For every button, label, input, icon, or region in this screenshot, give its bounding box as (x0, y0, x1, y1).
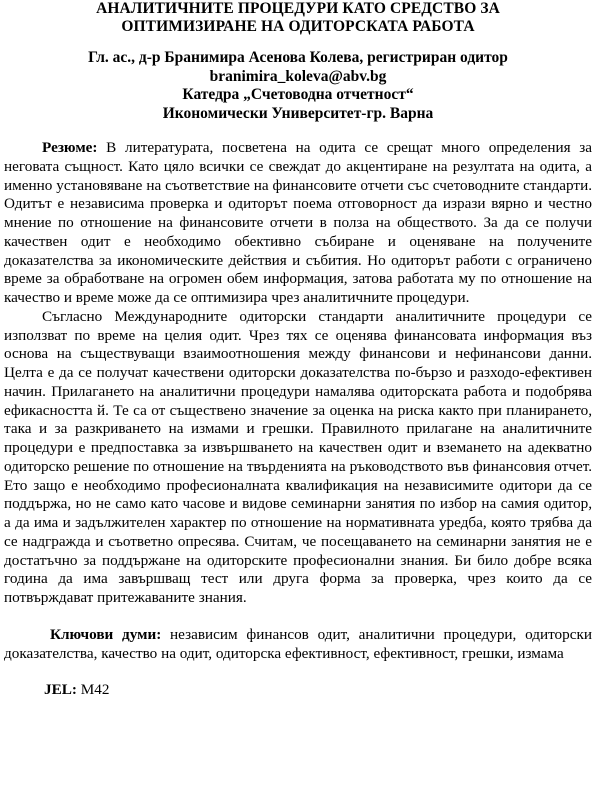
jel-code: M42 (80, 681, 110, 699)
author-email: branimira_koleva@abv.bg (209, 67, 387, 85)
title-line-2: ОПТИМИЗИРАНЕ НА ОДИТОРСКАТА РАБОТА (121, 18, 475, 35)
author-department: Катедра „Счетоводна отчетност“ (182, 86, 414, 103)
abstract-paragraph-1 (4, 139, 592, 308)
abstract-label: Резюме: (42, 139, 98, 156)
paper-title (4, 0, 592, 36)
abstract-paragraph-2: Съгласно Международните одиторски стандарти аналитичните процедури се използват по време на целия одит. Чрез тях се оценява финансовата информация въз основа на съществуващи взаимоотношения между финансови и нефинансови данни. Целта е да се получат качествени одиторски доказателства по-бързо и разходо-ефективен начин. Прилагането на аналитични процедури намалява одиторската работа и подобрява ефикасността й. Те са от съществено значение за оценка на риска както при планирането, така и за разкриването на измами и грешки. Правилното прилагане на аналитичните процедури е предпоставка за извършването на качествен одит и вземането на адекватно одиторско решение по отношение на твърденията на ръководството във финансовия отчет. Ето защо е необходимо професионалната квалификация на независимите одитори да се поддържа, но не само като часове и видове семинарни занятия по избор на самия одитор, а да има и задължителен характер по отношение на нормативната уредба, която трябва да се надгражда и съответно опресява. Считам, че посещаването на семинарни занятия не е достатъчно за поддържане на одиторските професионални знания. Би било добре всяка година да има завършващ тест или друга форма за проверка, чрез които да се потвърждават притежаваните знания. (4, 307, 592, 606)
jel-section (4, 681, 592, 699)
keywords-section (4, 626, 592, 664)
author-name: Гл. ас., д-р Бранимира Асенова Колева, регистриран одитор (88, 49, 508, 66)
keywords-label: Ключови думи: (50, 625, 162, 643)
jel-label: JEL: (44, 681, 77, 699)
author-university: Икономически Университет-гр. Варна (162, 104, 434, 122)
abstract-text-1: В литературата, посветена на одита се срещат много определения за неговата същност. Като цяло всички се свеждат до акцентиране на резултата на одита, а именно установяване на съответствие на финансовите отчети със счетоводните стандарти. Одитът е независима проверка и одиторът поема отговорност да изрази вярно и честно мнение по отношение на финансовите отчети в полза на обществото. За да се получи качествен одит е необходимо обективно събиране и оценяване на получените доказателства за икономическите действия и събития. Но одиторът работи с ограничено време за обработване на огромен обем информация, затова работата му по отношение на качество и време може да се оптимизира чрез аналитичните процедури. (4, 139, 592, 306)
author-block (4, 49, 592, 123)
keywords-text: независим финансов одит, аналитични процедури, одиторски доказателства, качество на одит, одиторска ефективност, ефективност, грешки, измама (4, 625, 592, 662)
abstract-section (4, 139, 592, 608)
title-line-1: АНАЛИТИЧНИТЕ ПРОЦЕДУРИ КАТО СРЕДСТВО ЗА (96, 0, 500, 17)
